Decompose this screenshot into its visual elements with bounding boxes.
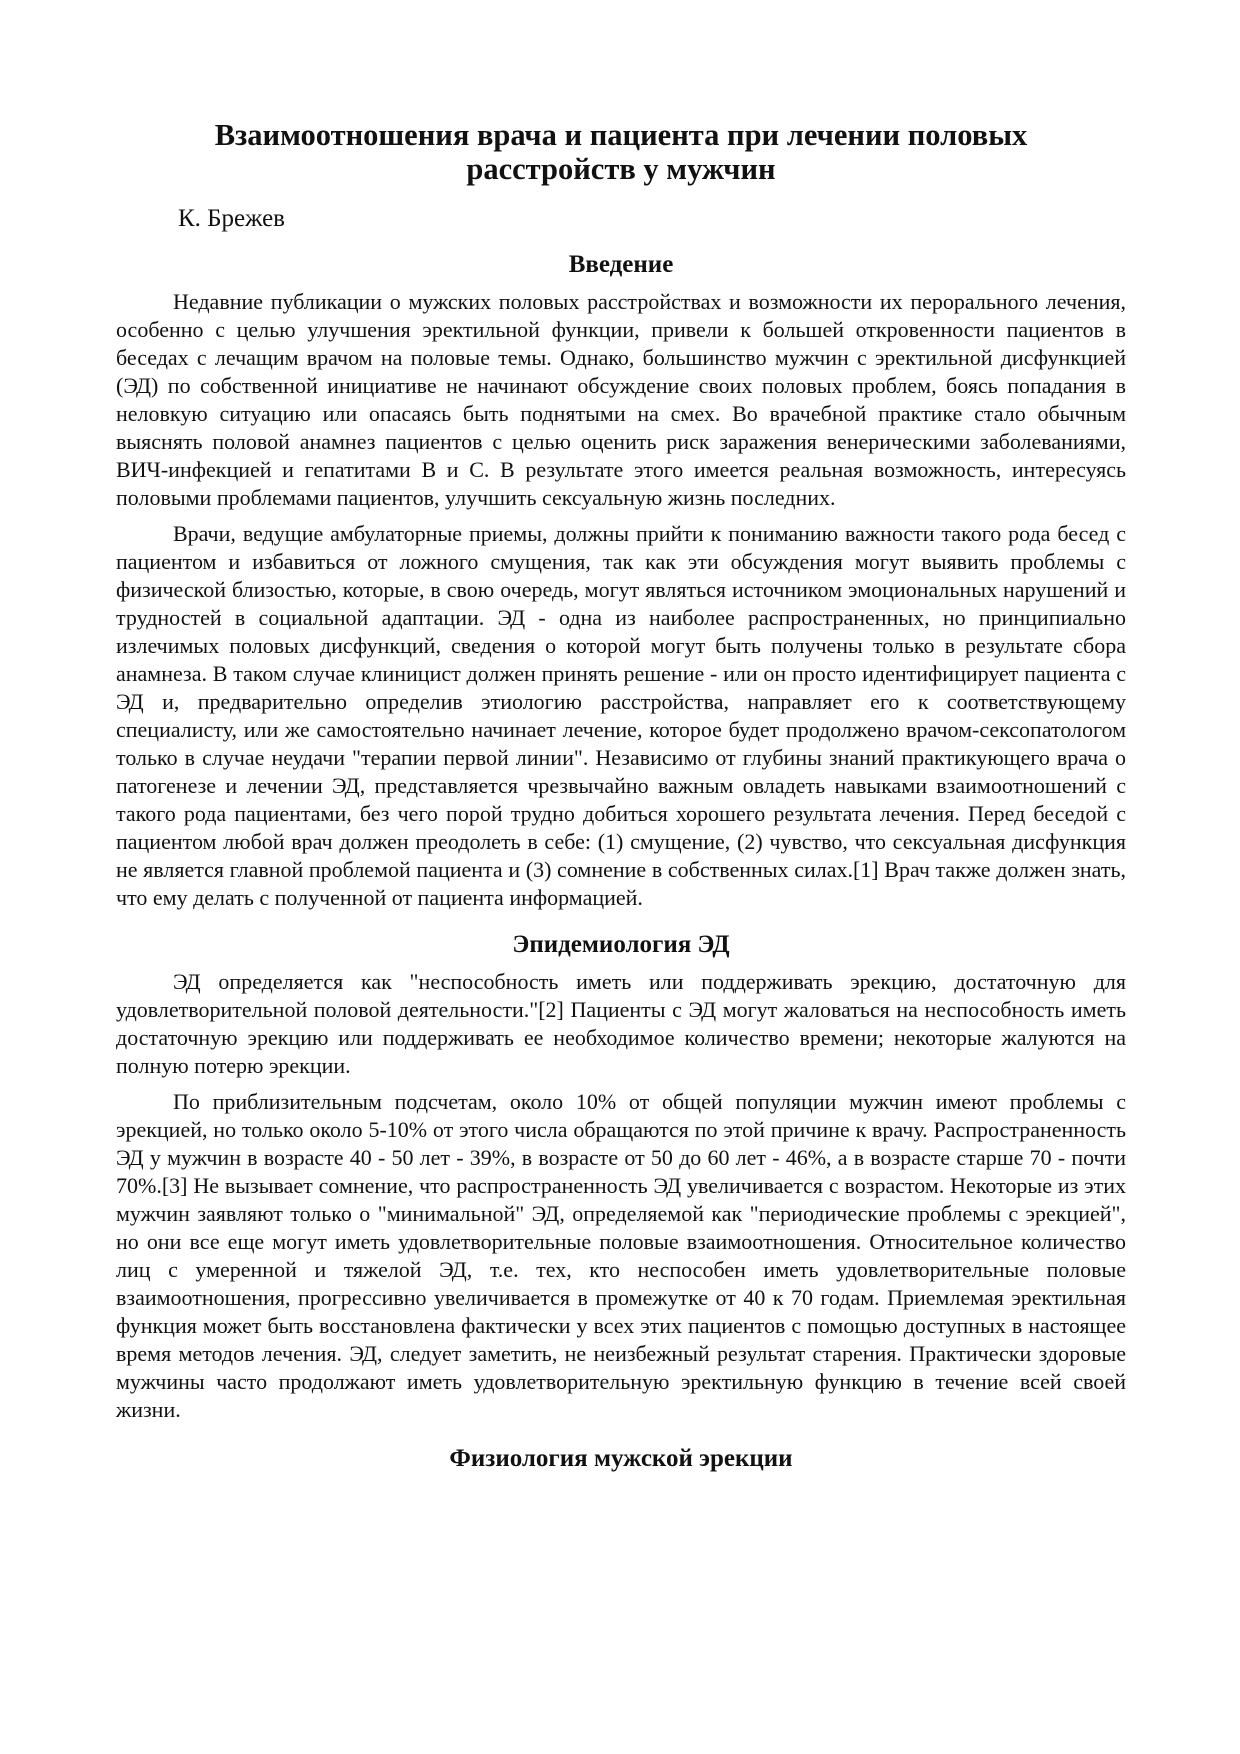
paragraph: Врачи, ведущие амбулаторные приемы, должны прийти к пониманию важности такого рода бесед с пациентом и избавиться от ложного смущения, так как эти обсуждения могут выявить проблемы с физической близостью, которые, в свою очередь, могут являться источником эмоциональных нарушений и трудностей в социальной адаптации. ЭД - одна из наиболее распространенных, но принципиально излечимых половых дисфункций, сведения о которой могут быть получены только в результате сбора анамнеза. В таком случае клиницист должен принять решение - или он просто идентифицирует пациента с ЭД и, предварительно определив этиологию расстройства, направляет его к соответствующему специалисту, или же самостоятельно начинает лечение, которое будет продолжено врачом-сексопатологом только в случае неудачи "терапии первой линии". Независимо от глубины знаний практикующего врача о патогенезе и лечении ЭД, представляется чрезвычайно важным овладеть навыками взаимоотношений с такого рода пациентами, без чего порой трудно добиться хорошего результата лечения. Перед беседой с пациентом любой врач должен преодолеть в себе: (1) смущение, (2) чувство, что сексуальная дисфункция не является главной проблемой пациента и (3) сомнение в собственных силах.[1] Врач также должен знать, что ему делать с полученной от пациента информацией. [116,521,1126,910]
paragraph: ЭД определяется как "неспособность иметь или поддерживать эрекцию, достаточную для удовлетворительной половой деятельности."[2] Пациенты с ЭД могут жаловаться на неспособность иметь достаточную эрекцию или поддерживать ее необходимое количество времени; некоторые жалуются на полную потерю эрекции. [116,969,1126,1078]
paragraph: Недавние публикации о мужских половых расстройствах и возможности их перорального лечения, особенно с целью улучшения эректильной функции, привели к большей откровенности пациентов в беседах с лечащим врачом на половые темы. Однако, большинство мужчин с эректильной дисфункцией (ЭД) по собственной инициативе не начинают обсуждение своих половых проблем, боясь попадания в неловкую ситуацию или опасаясь быть поднятыми на смех. Во врачебной практике стало обычным выяснять половой анамнез пациентов с целью оценить риск заражения венерическими заболеваниями, ВИЧ-инфекцией и гепатитами В и С. В результате этого имеется реальная возможность, интересуясь половыми проблемами пациентов, улучшить сексуальную жизнь последних. [116,289,1126,510]
author-name: К. Брежев [178,205,285,232]
document-page [116,118,1126,1474]
section-heading-epidemiology: Эпидемиология ЭД [512,931,730,958]
section-heading-physiology: Физиология мужской эрекции [449,1445,793,1472]
paragraph: По приблизительным подсчетам, около 10% от общей популяции мужчин имеют проблемы с эрекцией, но только около 5-10% от этого числа обращаются по этой причине к врачу. Распространенность ЭД у мужчин в возрасте 40 - 50 лет - 39%, в возрасте от 50 до 60 лет - 46%, а в возрасте старше 70 - почти 70%.[3] Не вызывает сомнение, что распространенность ЭД увеличивается с возрастом. Некоторые из этих мужчин заявляют только о "минимальной" ЭД, определяемой как "периодические проблемы с эрекцией", но они все еще могут иметь удовлетворительные половые взаимоотношения. Относительное количество лиц с умеренной и тяжелой ЭД, т.е. тех, кто неспособен иметь удовлетворительные половые взаимоотношения, прогрессивно увеличивается в промежутке от 40 к 70 годам. Приемлемая эректильная функция может быть восстановлена фактически у всех этих пациентов с помощью доступных в настоящее время методов лечения. ЭД, следует заметить, не неизбежный результат старения. Практически здоровые мужчины часто продолжают иметь удовлетворительную эректильную функцию в течение всей своей жизни. [116,1089,1126,1422]
section-heading-introduction: Введение [568,251,674,278]
document-title: Взаимоотношения врача и пациента при лечении половых расстройств у мужчин [214,118,1028,186]
